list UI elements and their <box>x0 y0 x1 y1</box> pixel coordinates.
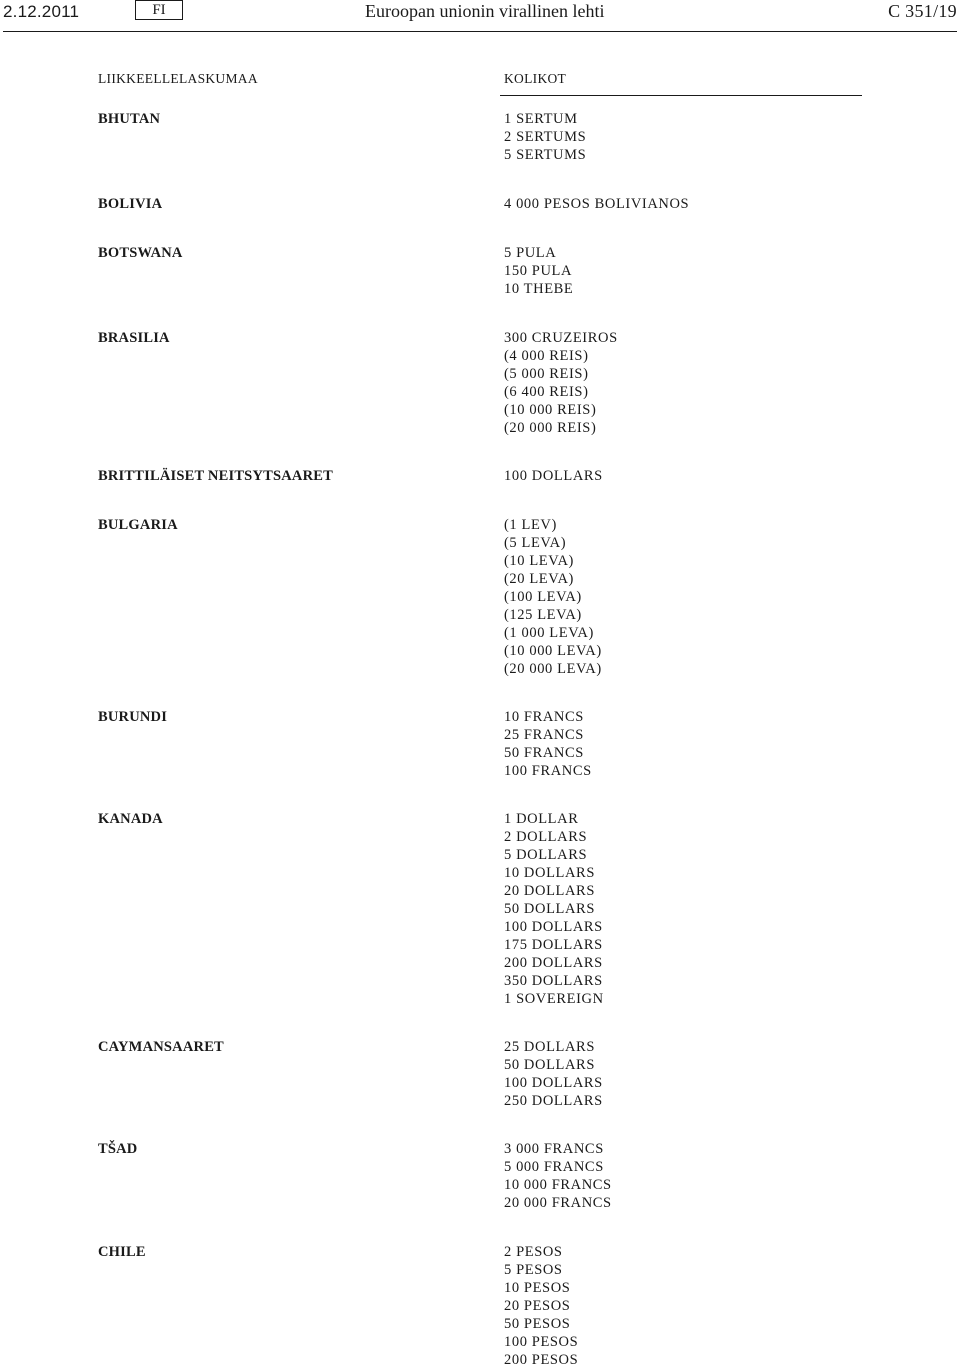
coin-value: 25 DOLLARS <box>504 1039 595 1055</box>
coin-value: (4 000 REIS) <box>504 348 589 364</box>
coin-value: (1 LEV) <box>504 517 557 533</box>
column-header-divider <box>500 95 862 96</box>
coin-value: 150 PULA <box>504 263 573 279</box>
publication-date: 2.12.2011 <box>3 2 80 21</box>
coin-value: 20 000 FRANCS <box>504 1195 612 1211</box>
coin-value: 1 SERTUM <box>504 111 578 127</box>
coin-values <box>504 1140 612 1212</box>
coin-value: 50 FRANCS <box>504 745 584 761</box>
language-code-box: FI <box>135 0 183 20</box>
coin-value: 3 000 FRANCS <box>504 1141 604 1157</box>
coin-value: 2 PESOS <box>504 1244 563 1260</box>
coin-value: (5 LEVA) <box>504 535 567 551</box>
coin-value: 250 DOLLARS <box>504 1093 603 1109</box>
country-name: BOTSWANA <box>98 245 183 261</box>
country-name: KANADA <box>98 811 163 827</box>
coin-values <box>504 467 603 485</box>
coin-value: (100 LEVA) <box>504 589 582 605</box>
country-name: TŠAD <box>98 1141 138 1157</box>
coin-value: 5 PULA <box>504 245 557 261</box>
column-header-issuing-country: LIIKKEELLELASKUMAA <box>98 71 258 86</box>
coin-value: 100 DOLLARS <box>504 919 603 935</box>
coin-value: (10 LEVA) <box>504 553 574 569</box>
page-reference: C 351/19 <box>888 1 957 21</box>
coin-value: 5 SERTUMS <box>504 147 587 163</box>
coin-value: 175 DOLLARS <box>504 937 603 953</box>
coin-values <box>504 110 586 164</box>
country-name: BRASILIA <box>98 330 170 346</box>
country-name: BULGARIA <box>98 517 178 533</box>
coin-values <box>504 244 573 298</box>
page-header <box>0 0 960 32</box>
header-divider <box>3 31 957 32</box>
country-name: CAYMANSAARET <box>98 1039 224 1055</box>
coin-value: 10 FRANCS <box>504 709 584 725</box>
coin-value: 100 DOLLARS <box>504 468 603 484</box>
coin-values <box>504 516 602 678</box>
coin-value: (20 000 REIS) <box>504 420 597 436</box>
coin-values <box>504 195 689 213</box>
coin-value: 10 PESOS <box>504 1280 571 1296</box>
coin-value: 50 DOLLARS <box>504 901 595 917</box>
coin-value: (20 000 LEVA) <box>504 661 602 677</box>
coin-values <box>504 810 604 1008</box>
coin-value: 5 PESOS <box>504 1262 563 1278</box>
coin-values <box>504 1038 603 1110</box>
coin-value: 2 DOLLARS <box>504 829 588 845</box>
column-header-coins: KOLIKOT <box>504 71 567 86</box>
coin-values <box>504 329 618 437</box>
coin-value: 100 DOLLARS <box>504 1075 603 1091</box>
coin-value: (10 000 LEVA) <box>504 643 602 659</box>
coin-value: 200 DOLLARS <box>504 955 603 971</box>
coin-values <box>504 1243 578 1369</box>
coin-value: 10 DOLLARS <box>504 865 595 881</box>
coin-values <box>504 708 592 780</box>
country-name: CHILE <box>98 1244 146 1260</box>
coin-value: 5 000 FRANCS <box>504 1159 604 1175</box>
coin-value: 300 CRUZEIROS <box>504 330 618 346</box>
coin-value: 4 000 PESOS BOLIVIANOS <box>504 196 690 212</box>
country-name: BHUTAN <box>98 111 161 127</box>
coin-value: 1 DOLLAR <box>504 811 579 827</box>
coin-value: (20 LEVA) <box>504 571 574 587</box>
coin-value: 1 SOVEREIGN <box>504 991 604 1007</box>
coin-value: 50 PESOS <box>504 1316 571 1332</box>
coin-value: 10 000 FRANCS <box>504 1177 612 1193</box>
coin-value: (125 LEVA) <box>504 607 582 623</box>
coin-value: (10 000 REIS) <box>504 402 597 418</box>
coin-value: 50 DOLLARS <box>504 1057 595 1073</box>
coin-value: (5 000 REIS) <box>504 366 589 382</box>
coin-value: 5 DOLLARS <box>504 847 588 863</box>
coin-value: 10 THEBE <box>504 281 574 297</box>
coin-value: 100 PESOS <box>504 1334 579 1350</box>
coin-value: 350 DOLLARS <box>504 973 603 989</box>
coin-value: 100 FRANCS <box>504 763 592 779</box>
journal-title: Euroopan unionin virallinen lehti <box>365 1 605 21</box>
coin-value: 2 SERTUMS <box>504 129 587 145</box>
coin-value: 20 PESOS <box>504 1298 571 1314</box>
coin-value: (6 400 REIS) <box>504 384 589 400</box>
country-name: BURUNDI <box>98 709 168 725</box>
country-name: BOLIVIA <box>98 196 163 212</box>
coin-value: (1 000 LEVA) <box>504 625 594 641</box>
coin-value: 200 PESOS <box>504 1352 579 1368</box>
coin-value: 25 FRANCS <box>504 727 584 743</box>
coin-value: 20 DOLLARS <box>504 883 595 899</box>
country-name: BRITTILÄISET NEITSYTSAARET <box>98 468 334 484</box>
